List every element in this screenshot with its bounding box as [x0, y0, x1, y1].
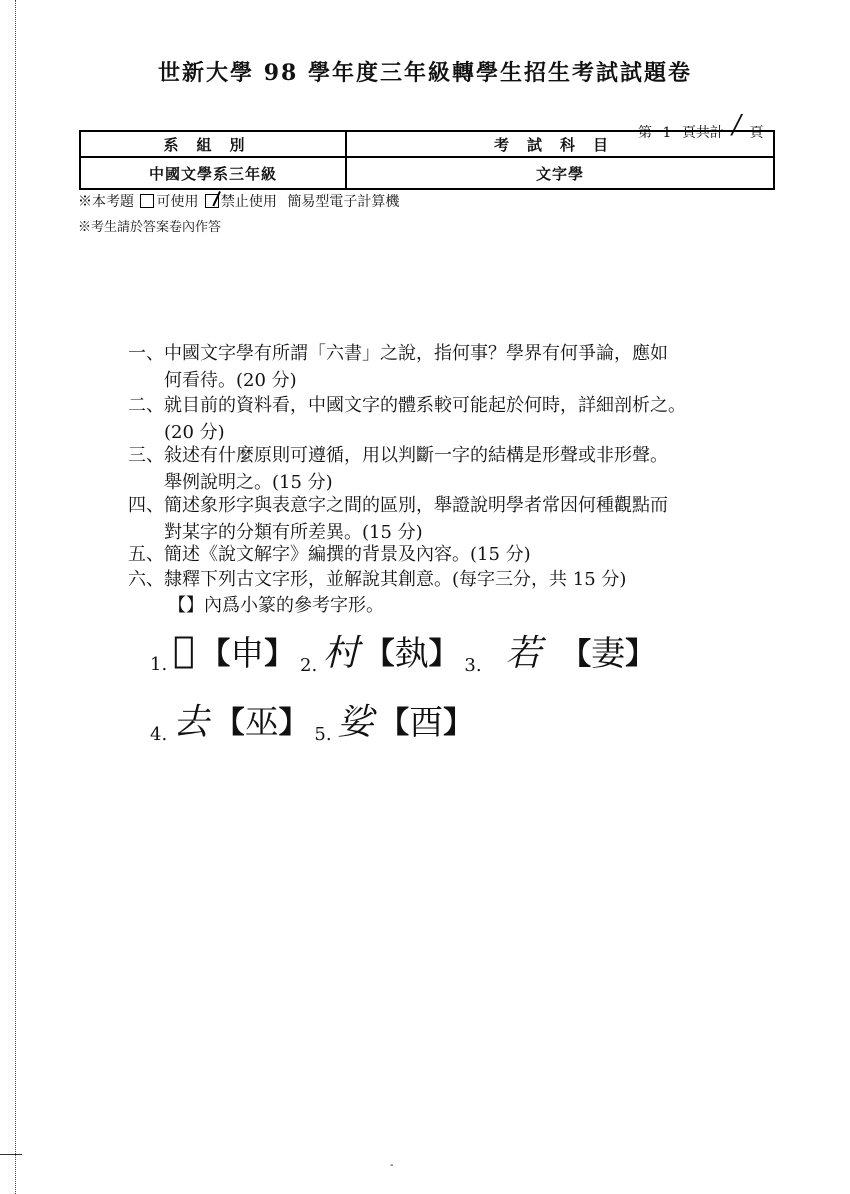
- seal-glyph: 巫: [244, 703, 279, 743]
- dept-header: 系組別: [80, 131, 346, 157]
- char-row-1: [150, 625, 750, 676]
- question-number: 六、: [128, 569, 164, 590]
- ancient-glyph: 村: [322, 633, 359, 674]
- char-item-3: 3. 若 【妻】: [464, 625, 655, 676]
- page-total-mark: /: [732, 110, 742, 140]
- page-info-prefix: 第: [638, 125, 652, 141]
- page-number: 1: [662, 125, 672, 141]
- calculator-prefix: ※本考題: [78, 194, 134, 210]
- question-number: 一、: [128, 343, 164, 364]
- question-text: 敍述有什麼原則可遵循，用以判斷一字的結構是形聲或非形聲。: [164, 445, 668, 466]
- footer-line: [0, 1154, 22, 1155]
- question-number: 五、: [128, 544, 164, 565]
- answer-note: ※考生請於答案卷內作答: [78, 220, 222, 235]
- question-text-cont: (20 分): [164, 422, 225, 443]
- ancient-glyph: 去: [172, 702, 209, 743]
- char-label: 3.: [464, 655, 482, 676]
- question-text: 簡述象形字與表意字之間的區別，舉證說明學者常因何種觀點而: [164, 495, 668, 516]
- department-cell: 中國文學系三年級: [80, 157, 346, 189]
- allowed-label: 可使用: [156, 194, 199, 210]
- char-item-5: 5. 娑 【酉】: [314, 694, 473, 745]
- reference-note: 【】內爲小篆的參考字形。: [168, 595, 384, 616]
- question-number: 四、: [128, 495, 164, 516]
- question-text-cont: 舉例說明之。(15 分): [164, 472, 333, 493]
- char-label: 1.: [150, 654, 168, 675]
- char-item-2: 2. 村 【埶】: [300, 625, 459, 676]
- seal-glyph: 埶: [394, 634, 429, 674]
- forbidden-label: 禁止使用: [220, 194, 277, 210]
- page-info-mid: 頁共計: [681, 125, 724, 141]
- char-row-2: [150, 694, 750, 745]
- seal-glyph: 申: [230, 634, 265, 674]
- question-text-cont: 對某字的分類有所差異。(15 分): [164, 522, 423, 543]
- char-label: 4.: [150, 724, 168, 745]
- ancient-glyph: 𠃨: [172, 630, 195, 671]
- info-table: [79, 130, 775, 190]
- char-label: 2.: [300, 655, 318, 676]
- seal-glyph: 酉: [409, 703, 444, 743]
- question-text: 中國文字學有所謂「六書」之說，指何事？學界有何爭論，應如: [164, 343, 668, 364]
- page-info-suffix: 頁: [749, 125, 764, 141]
- ancient-glyph: 娑: [337, 702, 374, 743]
- question-3: [128, 442, 728, 496]
- subject-cell: 文字學: [346, 157, 774, 189]
- page-edge-line: [15, 0, 16, 1194]
- calculator-note: [78, 191, 399, 211]
- char-item-1: 1. 𠃨 【申】: [150, 626, 294, 675]
- question-text: 隸釋下列古文字形，並解說其創意。(每字三分，共 15 分): [164, 569, 627, 590]
- allowed-checkbox[interactable]: [140, 194, 154, 208]
- forbidden-checkbox[interactable]: [205, 194, 219, 208]
- question-text-cont: 何看待。(20 分): [164, 370, 297, 391]
- question-4: [128, 492, 728, 546]
- char-label: 5.: [314, 724, 332, 745]
- question-1: [128, 340, 728, 394]
- subject-header: 考試科目: [346, 131, 774, 157]
- ancient-glyph: 若: [505, 633, 542, 674]
- question-2: [128, 392, 728, 446]
- footer-mark: -: [390, 1160, 394, 1171]
- char-item-4: 4. 去 【巫】: [150, 694, 309, 745]
- question-text: 簡述《說文解字》編撰的背景及內容。(15 分): [164, 544, 531, 565]
- question-text: 就目前的資料看，中國文字的體系較可能起於何時，詳細剖析之。: [164, 395, 686, 416]
- question-5: [128, 541, 728, 568]
- seal-glyph: 妻: [591, 634, 626, 674]
- question-6: [128, 566, 728, 593]
- calculator-suffix: 簡易型電子計算機: [287, 194, 400, 210]
- page-title: 世新大學 98 學年度三年級轉學生招生考試試題卷: [158, 60, 692, 86]
- question-number: 三、: [128, 445, 164, 466]
- question-number: 二、: [128, 395, 164, 416]
